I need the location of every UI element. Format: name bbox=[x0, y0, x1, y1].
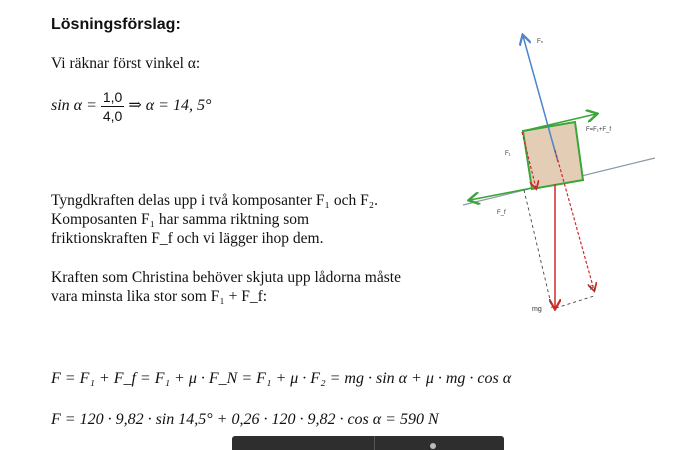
equation-rhs: ⇒ α = 14, 5° bbox=[124, 97, 212, 115]
paragraph-line: friktionskraften F_f och vi lägger ihop dem. bbox=[51, 230, 324, 247]
angle-equation bbox=[51, 88, 211, 125]
equation-lhs: sin α = bbox=[51, 97, 101, 115]
fraction-numerator: 1,0 bbox=[102, 89, 123, 105]
label-applied-force: F=F₁+F_f bbox=[586, 127, 612, 133]
label-gravity: mg bbox=[532, 306, 542, 313]
paragraph-line: Tyngdkraften delas upp i två komposanter F₁ och F₂. bbox=[51, 192, 378, 209]
paragraph-components bbox=[51, 191, 378, 248]
paragraph-line: Komposanten F₁ har samma riktning som bbox=[51, 211, 310, 228]
force-diagram bbox=[440, 22, 670, 322]
label-f2: F₂ bbox=[590, 286, 596, 292]
helper-dashed-line bbox=[556, 296, 594, 308]
toolbar-divider bbox=[374, 436, 375, 450]
helper-dashed-line bbox=[524, 190, 552, 308]
fraction-denominator: 4,0 bbox=[102, 108, 123, 124]
fraction bbox=[101, 88, 124, 125]
paragraph-line: vara minsta lika stor som F₁ + F_f: bbox=[51, 288, 268, 305]
label-f1: F₁ bbox=[505, 151, 511, 157]
paragraph-line: Kraften som Christina behöver skjuta upp lådorna måste bbox=[51, 269, 401, 286]
label-friction: F_f bbox=[497, 210, 506, 216]
paragraph-force bbox=[51, 268, 401, 306]
force-formula: F = F₁ + F_f = F₁ + μ · F_N = F₁ + μ · F₂ = mg · sin α + μ · mg · cos α bbox=[51, 370, 512, 387]
numeric-formula: F = 120 · 9,82 · sin 14,5° + 0,26 · 120 · 9,82 · cos α = 590 N bbox=[51, 411, 439, 428]
bottom-toolbar bbox=[232, 436, 504, 450]
intro-text: Vi räknar först vinkel α: bbox=[51, 55, 201, 72]
page-title: Lösningsförslag: bbox=[51, 16, 181, 33]
label-normal-force: Fₙ bbox=[537, 39, 544, 45]
box bbox=[523, 122, 583, 189]
toolbar-indicator-icon[interactable] bbox=[430, 443, 436, 449]
friction-force-arrow bbox=[470, 188, 532, 200]
